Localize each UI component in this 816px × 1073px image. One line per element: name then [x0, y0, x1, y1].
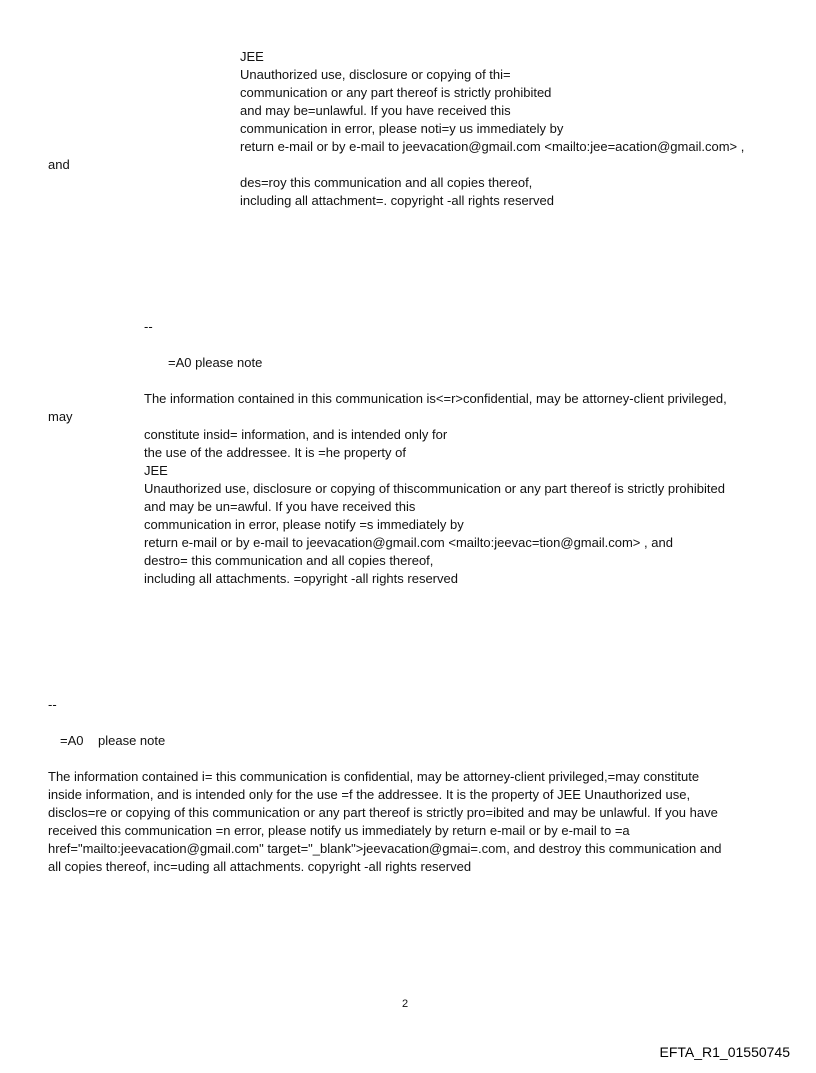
block1-line: Unauthorized use, disclosure or copying of thi= — [240, 67, 511, 82]
block3-note-prefix: =A0 — [60, 733, 84, 748]
block2-line: The information contained in this communication is<=r>confidential, may be attorney-client privileged, — [144, 391, 727, 406]
block3-line: received this communication =n error, please notify us immediately by return e-mail or by e-mail to =a — [48, 823, 630, 838]
block1-line: communication or any part thereof is strictly prohibited — [240, 85, 552, 100]
document-id: EFTA_R1_01550745 — [659, 1044, 790, 1060]
block2-separator: -- — [144, 319, 153, 334]
block1-line: including all attachment=. copyright -all rights reserved — [240, 193, 554, 208]
block1-line: return e-mail or by e-mail to jeevacation@gmail.com <mailto:jee=acation@gmail.com> , — [240, 139, 745, 154]
block2-line: constitute insid= information, and is intended only for — [144, 427, 448, 442]
block1-wrap-word: and — [48, 157, 70, 172]
block2-line: the use of the addressee. It is =he property of — [144, 445, 406, 460]
block2-line: destro= this communication and all copies thereof, — [144, 553, 434, 568]
block2-note: =A0 please note — [168, 355, 263, 370]
block3-line: disclos=re or copying of this communication or any part thereof is strictly pro=ibited and may be unlawful. If you have — [48, 805, 718, 820]
block3-note-text: please note — [98, 733, 166, 748]
block3-line: all copies thereof, inc=uding all attachments. copyright -all rights reserved — [48, 859, 472, 874]
block2-line: and may be un=awful. If you have received this — [144, 499, 416, 514]
block2-line: Unauthorized use, disclosure or copying of thiscommunication or any part thereof is strictly prohibited — [144, 481, 725, 496]
page-number: 2 — [402, 998, 409, 1010]
block2-wrap-word: may — [48, 409, 73, 424]
block3-line: href="mailto:jeevacation@gmail.com" target="_blank">jeevacation@gmai=.com, and destroy this communication and — [48, 841, 722, 856]
block2-line: including all attachments. =opyright -all rights reserved — [144, 571, 458, 586]
block1-line: and may be=unlawful. If you have received this — [240, 103, 511, 118]
block3-separator: -- — [48, 697, 57, 712]
block3-line: The information contained i= this communication is confidential, may be attorney-client privileged,=may constitute — [48, 769, 700, 784]
block1-line: JEE — [240, 49, 264, 64]
block2-line: JEE — [144, 463, 168, 478]
block2-line: communication in error, please notify =s immediately by — [144, 517, 464, 532]
block1-line: des=roy this communication and all copies thereof, — [240, 175, 533, 190]
block2-line: return e-mail or by e-mail to jeevacation@gmail.com <mailto:jeevac=tion@gmail.com> , and — [144, 535, 673, 550]
block3-line: inside information, and is intended only for the use =f the addressee. It is the property of JEE Unauthorized use, — [48, 787, 691, 802]
block1-line: communication in error, please noti=y us immediately by — [240, 121, 564, 136]
